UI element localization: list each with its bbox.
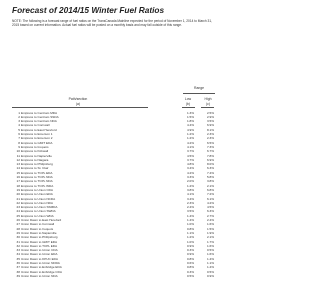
row-low-value: 3.7% — [186, 157, 194, 162]
row-high-value: 3.8% — [206, 179, 214, 184]
row-path-name: Union Dawn to Cornwall — [21, 222, 55, 227]
row-high-value: 6.9% — [206, 123, 214, 128]
row-number: 8 — [18, 140, 20, 145]
row-high-value: 2.3% — [206, 136, 214, 141]
path-header-underline — [12, 107, 148, 108]
row-number: 29 — [16, 230, 20, 235]
row-low-value: 1.2% — [186, 183, 194, 188]
row-path-name: Union Dawn to Union NDA — [21, 273, 58, 278]
row-low-value: 1.2% — [186, 136, 194, 141]
row-path-name: Empress to Philipsburg — [21, 162, 53, 167]
row-path-name: Union Dawn to Union CDA — [21, 248, 58, 253]
row-number: 4 — [18, 123, 20, 128]
row-high-value: 8.0% — [206, 162, 214, 167]
row-high-value: 6.3% — [206, 209, 214, 214]
row-number: 27 — [16, 222, 20, 227]
row-number: 38 — [16, 269, 20, 274]
row-low-value: 2.0% — [186, 179, 194, 184]
row-number: 24 — [16, 209, 20, 214]
row-low-value: 1.2% — [186, 132, 194, 136]
row-number: 30 — [16, 235, 20, 240]
path-section-header: Path/section — [68, 97, 88, 101]
row-high-value: 6.3% — [206, 166, 214, 171]
row-path-name: Union Dawn to TCPL EDA — [21, 243, 58, 248]
range-header-underline — [183, 93, 215, 94]
row-number: 28 — [16, 226, 20, 231]
row-number: 1 — [18, 110, 20, 115]
row-path-name: Empress to Iroquois — [21, 144, 49, 149]
row-low-value: 1.2% — [186, 235, 194, 240]
row-path-name: Empress to Emerson 2 — [21, 136, 53, 141]
row-path-name: Empress to Centram NDA — [21, 119, 57, 124]
row-low-value: 1.0% — [186, 222, 194, 227]
document-note: NOTE: The following is a forecast range of fuel ratios on the TransCanada Mainline expected for the period of November 1, 2014 to March 31, 2015 based on current information. Actual fuel ratios will be posted on a monthly basis and may fall outside of this range. — [12, 19, 212, 28]
row-path-name: Union Dawn to Union NDDA — [21, 261, 60, 265]
row-low-value: 4.5% — [186, 153, 194, 158]
row-low-value: 4.9% — [186, 127, 194, 132]
row-low-value: 3.3% — [186, 175, 194, 179]
row-high-value: 7.2% — [206, 192, 214, 197]
row-high-value: 2.9% — [206, 114, 214, 119]
row-high-value: 7.4% — [206, 170, 214, 175]
row-path-name: Union Dawn to Iroquois — [21, 226, 54, 231]
row-path-name: Empress to Kirkwall — [21, 149, 49, 154]
row-path-name: Empress to Union NCDA — [21, 196, 56, 201]
row-high-value: 1.5% — [206, 226, 214, 231]
row-number: 7 — [18, 136, 20, 141]
row-path-name: Empress to Centram SSDA — [21, 114, 59, 119]
row-number: 21 — [16, 196, 20, 201]
document-title: Forecast of 2014/15 Winter Fuel Ratios — [12, 5, 165, 15]
row-low-value: 1.0% — [186, 239, 194, 244]
row-high-value: 7.8% — [206, 153, 214, 158]
row-number: 32 — [16, 243, 20, 248]
row-high-value: 1.4% — [206, 256, 214, 261]
row-path-name: Empress to Napierville — [21, 153, 52, 158]
range-header: Range — [194, 86, 204, 90]
row-low-value: 0.6% — [186, 261, 194, 265]
row-number: 22 — [16, 200, 20, 205]
row-path-name: Union Dawn to GMIT EDA — [21, 239, 58, 244]
row-high-value: 6.8% — [206, 187, 214, 192]
row-low-value: 4.8% — [186, 162, 194, 167]
row-path-name: Empress to TCPL WDA — [21, 183, 54, 188]
row-high-value: 3.5% — [206, 119, 214, 124]
row-high-value: 1.4% — [206, 265, 214, 270]
row-low-value: 1.5% — [186, 114, 194, 119]
row-high-value: 1.6% — [206, 252, 214, 257]
row-low-value: 3.5% — [186, 209, 194, 214]
row-high-value: 2.4% — [206, 218, 214, 222]
row-high-value: 1.7% — [206, 239, 214, 244]
row-number: 20 — [16, 192, 20, 197]
row-high-value: 1.1% — [206, 261, 214, 265]
row-high-value: 2.1% — [206, 235, 214, 240]
row-path-name: Union Dawn to East Hereford — [21, 218, 62, 222]
row-number: 35 — [16, 256, 20, 261]
row-low-value: 2.4% — [186, 205, 194, 210]
row-number: 15 — [16, 170, 20, 175]
row-path-name: Empress to Niagara — [21, 157, 49, 162]
row-number: 25 — [16, 213, 20, 218]
row-high-value: 4.5% — [206, 205, 214, 210]
row-path-name: Union Dawn to Napierville — [21, 230, 57, 235]
row-high-value: 6.9% — [206, 157, 214, 162]
row-high-value: 4.2% — [206, 200, 214, 205]
row-high-value: 0.5% — [206, 248, 214, 253]
path-section-subheader: (a) — [75, 101, 81, 106]
high-header-underline — [201, 107, 214, 108]
row-low-value: 0.9% — [186, 252, 194, 257]
row-high-value: 6.1% — [206, 196, 214, 201]
table-row — [0, 274, 232, 278]
row-low-value: 0.3% — [186, 269, 194, 274]
row-number: 18 — [16, 183, 20, 188]
row-low-value: 0.8% — [186, 256, 194, 261]
row-low-value: 1.8% — [186, 119, 194, 124]
row-low-value: 4.4% — [186, 123, 194, 128]
row-high-value: 2.3% — [206, 132, 214, 136]
row-number: 13 — [16, 162, 20, 167]
row-path-name: Empress to Centram MDA — [21, 110, 58, 115]
row-path-name: Union Dawn to Enbridge CDA — [21, 269, 62, 274]
row-low-value: 1.4% — [186, 218, 194, 222]
row-number: 5 — [18, 127, 20, 132]
low-header: Low — [184, 97, 192, 101]
row-path-name: Empress to Union CDA — [21, 187, 53, 192]
row-path-name: Empress to Union EDA — [21, 192, 53, 197]
row-path-name: Empress to St. Clair — [21, 166, 49, 171]
row-path-name: Union Dawn to Enbridge EDA — [21, 265, 62, 270]
row-number: 26 — [16, 218, 20, 222]
row-number: 3 — [18, 119, 20, 124]
high-subheader: (c) — [206, 101, 210, 106]
row-number: 33 — [16, 248, 20, 253]
row-low-value: 1.4% — [186, 213, 194, 218]
row-path-name: Empress to Union WDA — [21, 213, 54, 218]
row-path-name: Empress to TCPL EDA — [21, 170, 53, 175]
row-number: 17 — [16, 179, 20, 184]
row-low-value: 3.4% — [186, 166, 194, 171]
row-path-name: Empress to TCPL NDA — [21, 179, 53, 184]
row-low-value: 4.2% — [186, 140, 194, 145]
row-low-value: 0.8% — [186, 265, 194, 270]
row-high-value: 0.5% — [206, 269, 214, 274]
low-header-underline — [182, 107, 195, 108]
row-number: 23 — [16, 205, 20, 210]
row-path-name: Empress to Union SWDA — [21, 209, 56, 214]
row-high-value: 2.7% — [206, 213, 214, 218]
row-high-value: 2.1% — [206, 183, 214, 188]
row-number: 16 — [16, 175, 20, 179]
row-path-name: Empress to TCPL NDA — [21, 175, 53, 179]
row-number: 34 — [16, 252, 20, 257]
row-number: 9 — [18, 144, 20, 149]
row-high-value: 1.6% — [206, 243, 214, 248]
row-low-value: 4.2% — [186, 170, 194, 175]
row-low-value: 3.4% — [186, 196, 194, 201]
high-header: High — [204, 97, 212, 101]
row-number: 39 — [16, 273, 20, 278]
row-high-value: 2.5% — [206, 110, 214, 115]
row-low-value: 0.3% — [186, 248, 194, 253]
row-high-value: 1.9% — [206, 230, 214, 235]
row-number: 14 — [16, 166, 20, 171]
row-high-value: 6.7% — [206, 149, 214, 154]
row-high-value: 0.9% — [206, 273, 214, 278]
low-subheader: (b) — [185, 101, 191, 106]
row-path-name: Union Dawn to Philipsburg — [21, 235, 58, 240]
row-low-value: 4.1% — [186, 144, 194, 149]
row-number: 11 — [16, 153, 20, 158]
row-low-value: 0.8% — [186, 226, 194, 231]
row-high-value: 5.8% — [206, 175, 214, 179]
row-number: 19 — [16, 187, 20, 192]
row-path-name: Empress to Emerson 1 — [21, 132, 53, 136]
row-low-value: 3.7% — [186, 149, 194, 154]
row-path-name: Empress to Cornwall — [21, 123, 50, 128]
row-low-value: 0.5% — [186, 273, 194, 278]
row-path-name: Empress to Union SSMDA — [21, 205, 58, 210]
row-path-name: Union Dawn to KPUC EDA — [21, 256, 58, 261]
row-number: 10 — [16, 149, 20, 154]
row-high-value: 8.1% — [206, 127, 214, 132]
row-number: 6 — [18, 132, 20, 136]
row-number: 36 — [16, 261, 20, 265]
row-low-value: 4.1% — [186, 192, 194, 197]
row-low-value: 0.9% — [186, 243, 194, 248]
row-number: 37 — [16, 265, 20, 270]
row-high-value: 1.6% — [206, 222, 214, 227]
row-high-value: 6.5% — [206, 140, 214, 145]
row-low-value: 3.8% — [186, 187, 194, 192]
row-low-value: 1.1% — [186, 230, 194, 235]
row-path-name: Empress to GMIT EDA — [21, 140, 53, 145]
row-low-value: 1.3% — [186, 110, 194, 115]
row-path-name: Empress to Union NDA — [21, 200, 53, 205]
row-number: 12 — [16, 157, 20, 162]
row-number: 31 — [16, 239, 20, 244]
row-number: 2 — [18, 114, 20, 119]
row-high-value: 7.3% — [206, 144, 214, 149]
row-path-name: Empress to East Hereford — [21, 127, 57, 132]
row-low-value: 2.3% — [186, 200, 194, 205]
row-path-name: Union Dawn to Union EDA — [21, 252, 58, 257]
